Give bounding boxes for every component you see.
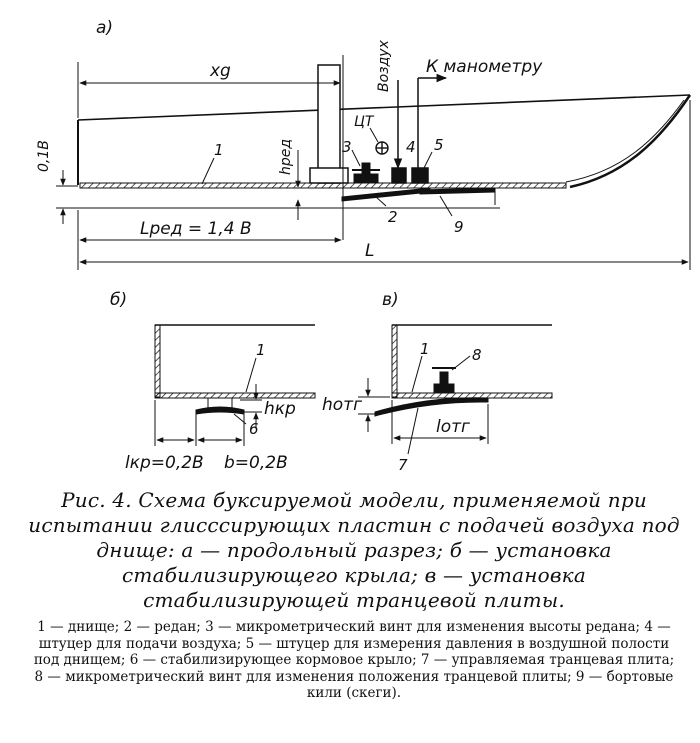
dimension-xg bbox=[78, 55, 343, 240]
dimension-0-1b bbox=[56, 170, 78, 224]
redan-and-skeg bbox=[342, 188, 495, 205]
dimension-l-kr-label: lкр=0,2B bbox=[125, 453, 204, 473]
panel-label-b: б) bbox=[110, 290, 128, 310]
panel-label-a: а) bbox=[96, 18, 114, 38]
dimension-b-label: b=0,2B bbox=[224, 453, 288, 473]
micrometer-screw-3 bbox=[352, 163, 380, 182]
figure-caption: Рис. 4. Схема буксируемой модели, применяемой при испытании глисссирующих пластин с подачей воздуха под днище: а — продольный разрез; б — установка стабилизирующего крыла; в — установка стабилизирующей транцевой плиты. bbox=[28, 488, 680, 612]
callout-1v: 1 bbox=[420, 340, 430, 358]
dimension-0-1b-label: 0,1B bbox=[36, 140, 52, 172]
dimension-l-kr bbox=[155, 400, 244, 446]
dimension-h-otg-label: hотг bbox=[322, 395, 363, 415]
panel-label-v: в) bbox=[382, 290, 399, 310]
caption-block bbox=[28, 488, 680, 702]
dimension-h-otg bbox=[358, 378, 390, 432]
callout-7: 7 bbox=[398, 456, 408, 474]
dimension-l-label: L bbox=[365, 241, 375, 261]
figure-legend: 1 — днище; 2 — редан; 3 — микрометрический винт для изменения высоты редана; 4 — штуцер для подачи воздуха; 5 — штуцер для измерения давления в воздушной полости под днищем; 6 — стабилизирующее кормовое крыло; 7 — управляемая транцевая плита; 8 — микрометрический винт для изменения положения транцевой плиты; 9 — бортовые кили (скеги). bbox=[33, 619, 675, 701]
callout-6: 6 bbox=[249, 420, 259, 438]
stern-section-b bbox=[155, 325, 315, 398]
dimension-h-red-label: hред bbox=[278, 138, 294, 175]
callout-2: 2 bbox=[388, 208, 398, 226]
callout-5: 5 bbox=[434, 136, 444, 154]
air-fitting-4 bbox=[392, 80, 406, 183]
callout-4: 4 bbox=[406, 138, 416, 156]
manometer-label: К манометру bbox=[426, 57, 543, 77]
dimension-xg-label: xg bbox=[210, 61, 231, 81]
center-of-gravity-marker bbox=[376, 142, 388, 154]
center-of-gravity-label: ЦТ bbox=[354, 114, 374, 130]
manometer-fitting-5 bbox=[412, 78, 446, 183]
micrometer-screw-8 bbox=[432, 368, 456, 392]
callout-1b: 1 bbox=[256, 341, 266, 359]
air-label: Воздух bbox=[376, 40, 392, 92]
callout-8: 8 bbox=[472, 346, 482, 364]
callout-1a: 1 bbox=[214, 141, 224, 159]
dimension-l-otg-label: lотг bbox=[436, 417, 470, 437]
dimension-h-kr-label: hкр bbox=[264, 399, 296, 419]
callout-3: 3 bbox=[342, 138, 352, 156]
callout-9: 9 bbox=[454, 218, 464, 236]
dimension-l-red-label: Lред = 1,4 B bbox=[140, 219, 252, 239]
stabilizing-wing-6 bbox=[196, 398, 244, 414]
